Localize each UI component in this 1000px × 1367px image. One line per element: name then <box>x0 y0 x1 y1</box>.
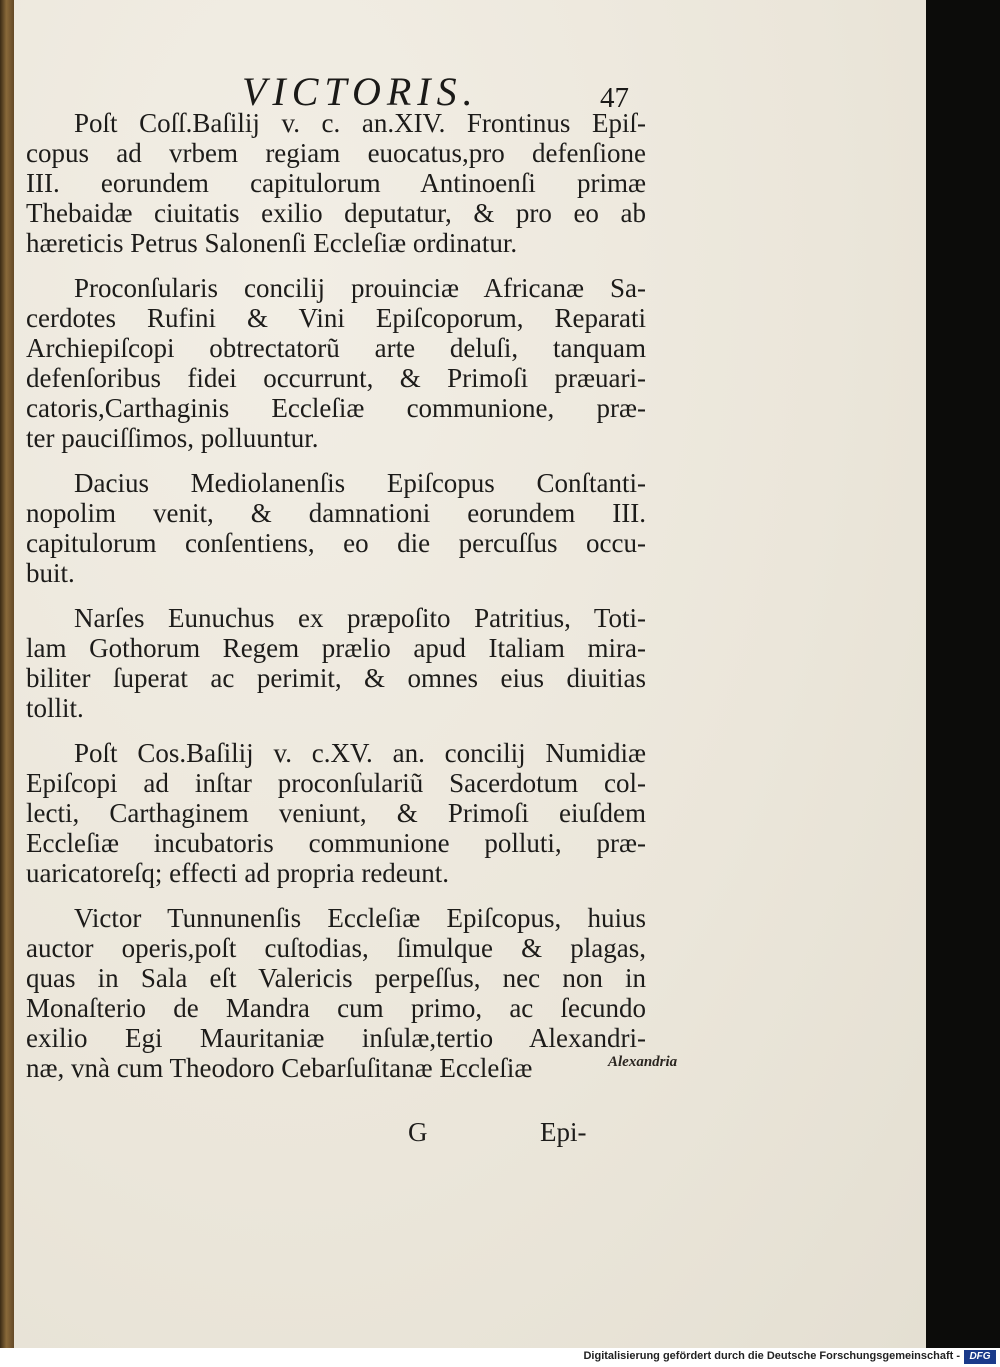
page-footer <box>14 1117 926 1157</box>
main-text <box>26 108 646 1098</box>
text-line: copus ad vrbem regiam euocatus,pro defenſione <box>26 138 646 168</box>
text-line: Monaſterio de Mandra cum primo, ac ſecundo <box>26 993 646 1023</box>
text-line: capitulorum conſentiens, eo die percuſſus occu- <box>26 528 646 558</box>
text-line: defenſoribus fidei occurrunt, & Primoſi præuari- <box>26 363 646 393</box>
text-line: biliter ſuperat ac perimit, & omnes eius diuitias <box>26 663 646 693</box>
text-line: tollit. <box>26 693 84 723</box>
text-line: næ, vnà cum Theodoro Cebarſuſitanæ Eccleſiæ <box>26 1053 533 1083</box>
text-line: catoris,Carthaginis Eccleſiæ communione, præ- <box>26 393 646 423</box>
signature-mark: G <box>408 1117 428 1147</box>
banner-text: Digitalisierung gefördert durch die Deutsche Forschungsgemeinschaft - <box>583 1350 960 1362</box>
text-line: Proconſularis concilij prouinciæ Africanæ Sa- <box>74 273 646 303</box>
paragraph <box>26 903 646 1083</box>
paragraph <box>26 108 646 258</box>
text-line: Victor Tunnunenſis Eccleſiæ Epiſcopus, huius <box>74 903 646 933</box>
page-number: 47 <box>600 82 629 114</box>
text-line: auctor operis,poſt cuſtodias, ſimulque & plagas, <box>26 933 646 963</box>
margin-note: Alexandria <box>608 1054 678 1070</box>
text-line: lam Gothorum Regem prælio apud Italiam mira- <box>26 633 646 663</box>
text-line: buit. <box>26 558 75 588</box>
text-line: Narſes Eunuchus ex præpoſito Patritius, Toti- <box>74 603 646 633</box>
text-line: nopolim venit, & damnationi eorundem III. <box>26 498 646 528</box>
text-line: III. eorundem capitulorum Antinoenſi primæ <box>26 168 646 198</box>
dfg-logo: DFG <box>964 1350 996 1364</box>
text-line: cerdotes Rufini & Vini Epiſcoporum, Reparati <box>26 303 646 333</box>
paragraph <box>26 603 646 723</box>
text-line: ter pauciſſimos, polluuntur. <box>26 423 319 453</box>
running-title: VICTORIS. <box>242 69 479 114</box>
text-line: Eccleſiæ incubatoris communione polluti, præ- <box>26 828 646 858</box>
paragraph <box>26 468 646 588</box>
catchword: Epi- <box>540 1117 587 1147</box>
text-line: Poſt Cos.Baſilij v. c.XV. an. concilij Numidiæ <box>74 738 646 768</box>
book-page <box>14 0 926 1348</box>
text-line: Epiſcopi ad inſtar proconſulariũ Sacerdotum col- <box>26 768 646 798</box>
text-line: Poſt Coſſ.Baſilij v. c. an.XIV. Frontinus Epiſ- <box>74 108 646 138</box>
text-line: lecti, Carthaginem veniunt, & Primoſi eiuſdem <box>26 798 646 828</box>
text-line: Dacius Mediolanenſis Epiſcopus Conſtanti- <box>74 468 646 498</box>
text-line: Archiepiſcopi obtrectatorũ arte deluſi, tanquam <box>26 333 646 363</box>
paragraph <box>26 738 646 888</box>
text-line: uaricatoreſq; effecti ad propria redeunt. <box>26 858 450 888</box>
paragraph <box>26 273 646 453</box>
text-line: quas in Sala eſt Valericis perpeſſus, nec non in <box>26 963 646 993</box>
digitization-banner <box>0 1348 1000 1367</box>
text-line: exilio Egi Mauritaniæ inſulæ,tertio Alexandri- <box>26 1023 646 1053</box>
text-line: hæreticis Petrus Salonenſi Eccleſiæ ordinatur. <box>26 228 518 258</box>
text-line: Thebaidæ ciuitatis exilio deputatur, & pro eo ab <box>26 198 646 228</box>
